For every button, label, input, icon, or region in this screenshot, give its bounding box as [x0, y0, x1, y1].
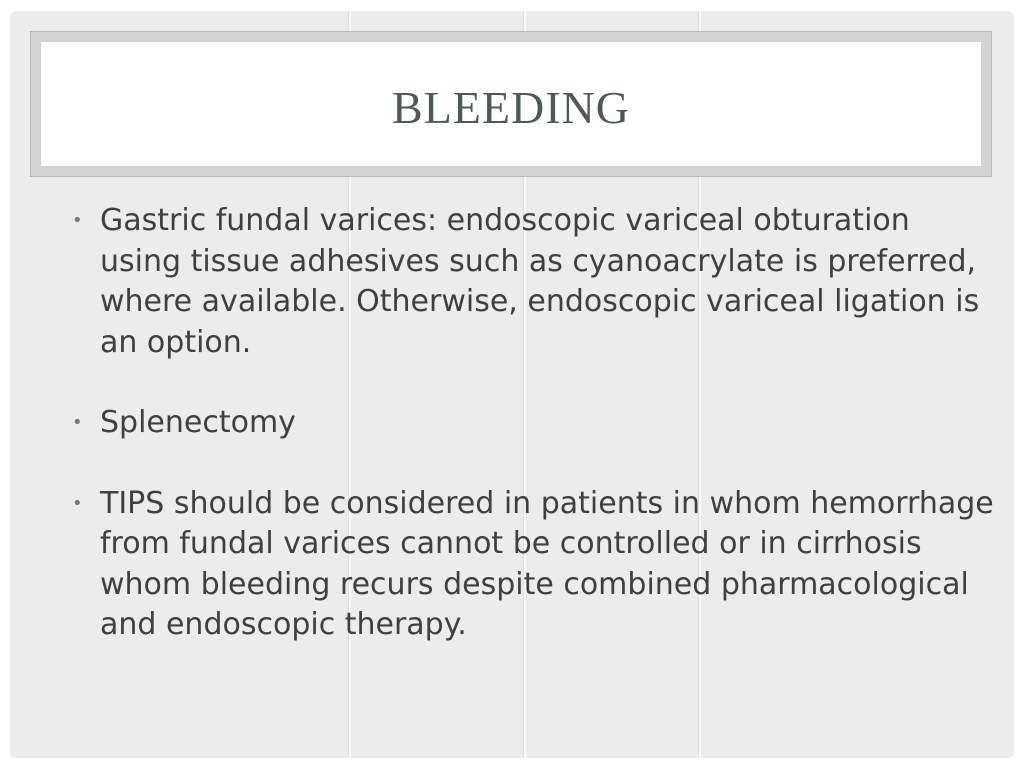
slide	[10, 11, 1014, 758]
bullet-item	[68, 201, 998, 363]
bullet-icon: •	[72, 492, 83, 514]
bullet-text: Splenectomy	[100, 405, 296, 440]
bullet-icon: •	[72, 210, 83, 231]
bullet-list	[68, 201, 998, 686]
bullet-text: TIPS should be considered in patients in whom hemorrhage from fundal varices cannot be controlled or in cirrhosis whom bleeding recurs despite combined pharmacological and endoscopic therapy.	[100, 485, 994, 642]
bullet-item	[68, 484, 998, 646]
title-frame	[30, 31, 992, 177]
bullet-text: Gastric fundal varices: endoscopic variceal obturation using tissue adhesives such as cyanoacrylate is preferred, where available. Otherwise, endoscopic variceal ligation is an option.	[100, 203, 980, 360]
title-panel	[41, 42, 981, 166]
bullet-icon: •	[72, 412, 83, 433]
bullet-item	[68, 403, 998, 444]
slide-title: BLEEDING	[392, 81, 630, 133]
